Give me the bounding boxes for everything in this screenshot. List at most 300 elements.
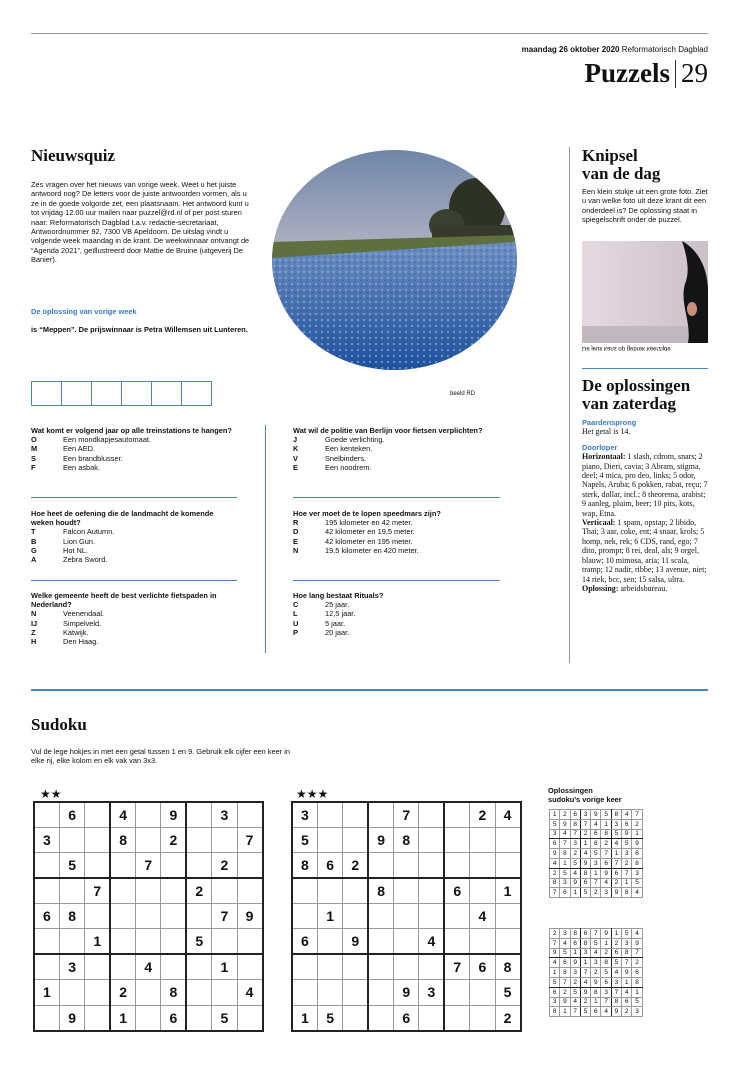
sudoku-cell[interactable]: 6	[34, 904, 59, 929]
sudoku-cell[interactable]: 6	[444, 878, 469, 903]
sudoku-cell: 1	[632, 987, 642, 997]
sudoku-cell[interactable]: 4	[110, 802, 135, 827]
sudoku-cell[interactable]	[444, 929, 469, 954]
doorloper-label: Doorloper	[582, 442, 618, 452]
sudoku-cell[interactable]	[186, 853, 211, 878]
sudoku-cell: 6	[570, 810, 580, 820]
sudoku-cell[interactable]	[237, 853, 262, 878]
sudoku-cell[interactable]	[368, 954, 393, 979]
sudoku-cell[interactable]	[59, 980, 84, 1005]
sudoku-cell[interactable]	[186, 904, 211, 929]
sudoku-cell[interactable]	[343, 827, 368, 852]
sudoku-cell[interactable]	[317, 802, 342, 827]
sudoku-cell[interactable]: 3	[292, 802, 317, 827]
sudoku-cell[interactable]: 9	[237, 904, 262, 929]
sudoku-intro: Vul de lege hokjes in met een getal tussen 1 en 9. Gebruik elk cijfer een keer in elke rij, elke kolom en elk vak van 3x3.	[31, 747, 290, 766]
sudoku-cell[interactable]: 5	[292, 827, 317, 852]
sudoku-grid-2[interactable]	[291, 801, 522, 1032]
sudoku-cell[interactable]	[444, 980, 469, 1005]
sudoku-cell: 9	[591, 810, 601, 820]
sudoku-cell: 4	[550, 958, 560, 968]
sudoku-cell[interactable]	[212, 929, 237, 954]
sudoku-cell: 3	[622, 849, 632, 859]
sudoku-cell: 7	[611, 858, 621, 868]
sudoku-cell: 9	[570, 878, 580, 888]
sudoku-cell[interactable]	[136, 904, 161, 929]
header-divider	[675, 60, 676, 88]
question-text: Welke gemeente heeft de best verlichte fietspaden in Nederland?	[31, 591, 217, 610]
sudoku-cell[interactable]	[343, 1005, 368, 1030]
sudoku-cell: 1	[601, 819, 611, 829]
sudoku-cell[interactable]	[161, 954, 186, 979]
sudoku-cell[interactable]	[419, 853, 444, 878]
sudoku-cell: 1	[580, 839, 590, 849]
sudoku-cell[interactable]	[368, 802, 393, 827]
sudoku-cell[interactable]: 1	[212, 954, 237, 979]
sudoku-cell: 2	[570, 977, 580, 987]
sudoku-cell[interactable]: 5	[212, 1005, 237, 1030]
sudoku-cell: 1	[611, 849, 621, 859]
sudoku-cell: 3	[570, 839, 580, 849]
sudoku-cell[interactable]	[444, 827, 469, 852]
sudoku-cell[interactable]: 8	[59, 904, 84, 929]
sudoku-cell[interactable]	[85, 954, 110, 979]
sudoku-cell: 1	[550, 968, 560, 978]
sudoku-cell[interactable]: 7	[136, 853, 161, 878]
sudoku-cell[interactable]: 8	[292, 853, 317, 878]
answer-option: D 42 kilometer en 19,5 meter.	[293, 527, 415, 537]
sudoku-cell[interactable]	[59, 929, 84, 954]
sudoku-cell: 3	[591, 958, 601, 968]
sudoku-cell[interactable]	[110, 853, 135, 878]
section-rule	[31, 689, 708, 691]
sudoku-cell[interactable]	[186, 802, 211, 827]
sudoku-cell[interactable]: 2	[161, 827, 186, 852]
sudoku-cell: 6	[550, 839, 560, 849]
sudoku-cell[interactable]	[394, 929, 419, 954]
sudoku-cell[interactable]	[317, 827, 342, 852]
answer-box[interactable]	[181, 381, 212, 406]
sudoku-cell[interactable]: 5	[495, 980, 520, 1005]
sudoku-cell: 7	[632, 810, 642, 820]
sudoku-grid-1[interactable]	[33, 801, 264, 1032]
sudoku-cell: 4	[570, 868, 580, 878]
sudoku-cell[interactable]	[495, 929, 520, 954]
sudoku-cell[interactable]: 7	[212, 904, 237, 929]
sudoku-cell: 1	[560, 1007, 570, 1017]
sudoku-cell[interactable]	[343, 878, 368, 903]
quiz-title: Nieuwsquiz	[31, 146, 116, 165]
sudoku-cell: 1	[591, 997, 601, 1007]
answer-option: M Een AED.	[31, 444, 96, 454]
sudoku-cell[interactable]	[237, 929, 262, 954]
sudoku-cell[interactable]	[237, 802, 262, 827]
sudoku-cell: 5	[550, 819, 560, 829]
sudoku-cell: 2	[560, 987, 570, 997]
sudoku-cell[interactable]	[34, 878, 59, 903]
sudoku-cell: 1	[570, 888, 580, 898]
answer-option: S Een brandblusser.	[31, 453, 123, 463]
sudoku-cell[interactable]: 6	[394, 1005, 419, 1030]
answer-option: Z Katwijk.	[31, 627, 89, 637]
sudoku-cell: 5	[560, 868, 570, 878]
sudoku-cell[interactable]	[343, 954, 368, 979]
sudoku-cell[interactable]: 9	[59, 1005, 84, 1030]
sudoku-cell: 2	[622, 1007, 632, 1017]
sudoku-cell: 5	[601, 810, 611, 820]
sudoku-cell[interactable]	[317, 954, 342, 979]
sudoku-cell[interactable]: 9	[394, 980, 419, 1005]
sudoku-cell[interactable]	[444, 853, 469, 878]
horizontaal: Horizontaal: 1 slash, cdrom, snars; 2 piano, Dieri, cavia; 3 Abram, stigma, deel; 4 mica, pro deo, links; 5 odor, Napels, Aruba; 6 pokken, rabat, reçu; 7 sterk, dollar, incl.; 8 theorema, arabist; 9 aanleg, pluim, beer; 10 pits, kots, wap, Etna.	[582, 452, 708, 518]
sudoku-cell[interactable]: 7	[237, 827, 262, 852]
sudoku-cell: 3	[601, 987, 611, 997]
sudoku-cell[interactable]	[368, 904, 393, 929]
sudoku-cell: 5	[611, 958, 621, 968]
sudoku-cell[interactable]: 1	[495, 878, 520, 903]
oplossing: Oplossing: arbeidsbureau.	[582, 583, 668, 593]
sudoku-cell: 9	[632, 938, 642, 948]
sudoku-cell[interactable]	[136, 802, 161, 827]
snippet-image	[582, 241, 708, 343]
sudoku-cell[interactable]: 5	[186, 929, 211, 954]
sudoku-cell: 4	[591, 819, 601, 829]
sudoku-cell[interactable]	[317, 929, 342, 954]
sudoku-cell[interactable]: 1	[317, 904, 342, 929]
sudoku-cell: 6	[550, 987, 560, 997]
sudoku-cell: 3	[560, 878, 570, 888]
sudoku-cell: 2	[591, 888, 601, 898]
sudoku-cell: 3	[560, 929, 570, 939]
sudoku-cell: 2	[550, 868, 560, 878]
answer-option: B Lion Gun.	[31, 536, 96, 546]
sudoku-cell[interactable]	[237, 878, 262, 903]
sudoku-cell: 3	[611, 977, 621, 987]
sudoku-cell[interactable]: 1	[85, 929, 110, 954]
sudoku-cell[interactable]	[85, 853, 110, 878]
sudoku-cell: 8	[632, 977, 642, 987]
sudoku-cell[interactable]: 4	[419, 929, 444, 954]
sudoku-cell: 8	[570, 929, 580, 939]
sudoku-cell[interactable]: 1	[110, 1005, 135, 1030]
sudoku-cell[interactable]: 1	[292, 1005, 317, 1030]
sudoku-cell[interactable]: 4	[495, 802, 520, 827]
sudoku-cell[interactable]	[368, 980, 393, 1005]
sudoku-cell: 7	[601, 849, 611, 859]
sudoku-cell: 4	[632, 888, 642, 898]
difficulty-stars: ★★	[40, 787, 62, 801]
sudoku-cell[interactable]	[419, 827, 444, 852]
answer-option: N 19,5 kilometer en 420 meter.	[293, 545, 419, 555]
sudoku-cell[interactable]	[136, 980, 161, 1005]
sudoku-cell: 2	[632, 819, 642, 829]
sudoku-cell: 7	[560, 839, 570, 849]
sudoku-cell[interactable]	[110, 904, 135, 929]
sudoku-cell: 5	[560, 948, 570, 958]
sudoku-cell[interactable]: 8	[495, 954, 520, 979]
answer-box[interactable]	[91, 381, 122, 406]
sudoku-cell[interactable]: 9	[368, 827, 393, 852]
answer-boxes[interactable]	[31, 381, 211, 406]
divider	[582, 368, 708, 369]
answer-option: N Veenendaal.	[31, 609, 105, 619]
sudoku-cell[interactable]: 2	[212, 853, 237, 878]
sudoku-cell: 2	[611, 878, 621, 888]
sudoku-cell: 2	[601, 948, 611, 958]
sudoku-cell[interactable]: 5	[59, 853, 84, 878]
sudoku-cell[interactable]: 2	[495, 1005, 520, 1030]
sudoku-cell: 8	[560, 968, 570, 978]
sudoku-cell: 2	[550, 929, 560, 939]
sudoku-cell[interactable]	[85, 827, 110, 852]
sudoku-cell: 7	[611, 987, 621, 997]
sudoku-cell[interactable]	[292, 878, 317, 903]
sudoku-cell: 2	[622, 858, 632, 868]
sudoku-cell[interactable]	[470, 1005, 495, 1030]
sudoku-cell: 4	[611, 968, 621, 978]
sudoku-cell[interactable]: 6	[317, 853, 342, 878]
snippet-photo	[582, 241, 708, 343]
sudoku-cell[interactable]	[419, 878, 444, 903]
answer-option: E 42 kilometer en 195 meter.	[293, 536, 413, 546]
sudoku-cell: 7	[580, 968, 590, 978]
sudoku-cell[interactable]: 3	[212, 802, 237, 827]
sudoku-cell: 3	[580, 948, 590, 958]
sudoku-cell[interactable]	[292, 980, 317, 1005]
sudoku-cell[interactable]	[470, 853, 495, 878]
sudoku-cell[interactable]: 3	[419, 980, 444, 1005]
sudoku-cell: 8	[550, 1007, 560, 1017]
quiz-question-2	[31, 509, 236, 564]
sudoku-cell[interactable]	[495, 904, 520, 929]
answer-option: O Een mondkapjesautomaat.	[31, 435, 151, 445]
sudoku-cell[interactable]	[317, 878, 342, 903]
sudoku-cell[interactable]	[59, 827, 84, 852]
sudoku-cell: 8	[560, 849, 570, 859]
sudoku-cell[interactable]	[495, 827, 520, 852]
solutions-body	[582, 418, 710, 593]
sudoku-cell: 5	[570, 858, 580, 868]
sudoku-cell[interactable]	[368, 1005, 393, 1030]
top-rule	[31, 33, 708, 34]
sudoku-cell[interactable]: 6	[161, 1005, 186, 1030]
sudoku-cell: 7	[570, 1007, 580, 1017]
sudoku-cell[interactable]	[59, 878, 84, 903]
sudoku-cell[interactable]	[394, 954, 419, 979]
sudoku-cell[interactable]	[495, 853, 520, 878]
sudoku-cell[interactable]	[136, 827, 161, 852]
sudoku-cell[interactable]: 3	[59, 954, 84, 979]
sudoku-cell: 8	[550, 878, 560, 888]
sudoku-cell[interactable]: 6	[59, 802, 84, 827]
sudoku-cell[interactable]: 7	[85, 878, 110, 903]
sudoku-cell[interactable]: 8	[161, 980, 186, 1005]
sudoku-cell[interactable]	[110, 954, 135, 979]
sudoku-cell[interactable]	[292, 954, 317, 979]
sudoku-cell[interactable]	[161, 878, 186, 903]
sudoku-cell[interactable]: 4	[237, 980, 262, 1005]
sudoku-cell: 5	[632, 878, 642, 888]
sudoku-cell: 9	[550, 849, 560, 859]
sudoku-cell: 9	[560, 819, 570, 829]
sudoku-cell[interactable]	[419, 802, 444, 827]
sudoku-cell[interactable]	[34, 802, 59, 827]
sudoku-cell: 5	[591, 849, 601, 859]
sudoku-cell[interactable]: 2	[343, 853, 368, 878]
sudoku-cell[interactable]	[237, 954, 262, 979]
sudoku-cell[interactable]: 8	[110, 827, 135, 852]
sudoku-cell: 6	[622, 819, 632, 829]
sudoku-cell[interactable]	[212, 827, 237, 852]
sudoku-cell: 8	[611, 997, 621, 1007]
sudoku-cell[interactable]	[186, 1005, 211, 1030]
sudoku-cell[interactable]	[85, 1005, 110, 1030]
divider	[293, 497, 500, 498]
sudoku-cell[interactable]	[419, 954, 444, 979]
answer-box[interactable]	[61, 381, 92, 406]
sudoku-cell: 9	[560, 997, 570, 1007]
sudoku-cell[interactable]	[161, 904, 186, 929]
answer-option: E Een noodrem.	[293, 462, 372, 472]
sudoku-cell: 4	[550, 858, 560, 868]
sudoku-cell[interactable]	[161, 853, 186, 878]
divider	[31, 497, 237, 498]
paper-name: Reformatorisch Dagblad	[621, 45, 708, 54]
sudoku-cell[interactable]	[444, 802, 469, 827]
sudoku-cell: 6	[601, 858, 611, 868]
sudoku-cell[interactable]	[136, 1005, 161, 1030]
sudoku-cell: 7	[632, 948, 642, 958]
sudoku-cell[interactable]	[419, 1005, 444, 1030]
sudoku-cell: 9	[591, 977, 601, 987]
sudoku-cell: 6	[591, 1007, 601, 1017]
sudoku-cell: 6	[580, 929, 590, 939]
sudoku-title: Sudoku	[31, 715, 87, 734]
sudoku-cell[interactable]	[237, 1005, 262, 1030]
solutions-sudoku-title: Oplossingen sudoku’s vorige keer	[548, 786, 622, 804]
sudoku-cell[interactable]: 4	[136, 954, 161, 979]
sudoku-cell[interactable]: 7	[394, 802, 419, 827]
answer-box[interactable]	[31, 381, 62, 406]
sudoku-cell[interactable]	[186, 827, 211, 852]
sudoku-cell: 8	[591, 987, 601, 997]
sudoku-cell[interactable]	[85, 980, 110, 1005]
sudoku-cell[interactable]: 8	[394, 827, 419, 852]
sudoku-cell[interactable]: 2	[470, 802, 495, 827]
sudoku-cell[interactable]: 2	[186, 878, 211, 903]
sudoku-cell: 5	[591, 938, 601, 948]
sudoku-cell[interactable]	[394, 853, 419, 878]
road-photo	[272, 150, 517, 370]
sudoku-cell[interactable]: 9	[161, 802, 186, 827]
sudoku-cell[interactable]	[110, 929, 135, 954]
sudoku-cell[interactable]	[34, 853, 59, 878]
sudoku-cell: 7	[550, 938, 560, 948]
sudoku-cell[interactable]: 6	[470, 954, 495, 979]
sudoku-cell[interactable]	[317, 980, 342, 1005]
sudoku-cell: 8	[622, 948, 632, 958]
sudoku-cell[interactable]: 6	[292, 929, 317, 954]
sudoku-cell: 7	[601, 997, 611, 1007]
page-header	[585, 58, 708, 89]
sudoku-cell: 3	[591, 858, 601, 868]
sudoku-cell[interactable]	[470, 878, 495, 903]
sudoku-cell[interactable]: 2	[110, 980, 135, 1005]
sudoku-cell: 7	[550, 888, 560, 898]
sudoku-cell: 3	[632, 868, 642, 878]
sudoku-cell: 4	[580, 977, 590, 987]
quiz-question-1	[31, 426, 236, 472]
sudoku-cell[interactable]	[343, 980, 368, 1005]
sudoku-cell[interactable]	[186, 980, 211, 1005]
sudoku-cell[interactable]	[470, 980, 495, 1005]
question-text: Wat komt er volgend jaar op alle treinstations te hangen?	[31, 426, 232, 435]
sudoku-cell[interactable]	[343, 904, 368, 929]
question-text: Hoe ver moet de te lopen speedmars zijn?	[293, 509, 441, 518]
dateline	[522, 45, 708, 54]
sudoku-cell[interactable]: 5	[317, 1005, 342, 1030]
sudoku-cell: 4	[622, 810, 632, 820]
sudoku-cell: 8	[632, 858, 642, 868]
sudoku-cell[interactable]: 8	[368, 878, 393, 903]
sudoku-cell[interactable]	[34, 1005, 59, 1030]
sudoku-cell[interactable]	[212, 878, 237, 903]
answer-option: K Een kenteken.	[293, 444, 373, 454]
sudoku-cell[interactable]	[419, 904, 444, 929]
sudoku-cell: 4	[622, 987, 632, 997]
sudoku-cell[interactable]	[34, 954, 59, 979]
sudoku-cell: 8	[601, 829, 611, 839]
sudoku-cell[interactable]	[394, 904, 419, 929]
sudoku-cell[interactable]	[110, 878, 135, 903]
sudoku-cell: 4	[580, 849, 590, 859]
sudoku-cell[interactable]	[394, 878, 419, 903]
sudoku-cell[interactable]	[85, 802, 110, 827]
sudoku-cell: 1	[560, 858, 570, 868]
answer-box[interactable]	[151, 381, 182, 406]
sudoku-cell[interactable]: 3	[34, 827, 59, 852]
sudoku-cell[interactable]: 7	[444, 954, 469, 979]
sudoku-cell: 6	[611, 948, 621, 958]
sudoku-cell[interactable]: 4	[470, 904, 495, 929]
sudoku-cell[interactable]	[186, 954, 211, 979]
answer-option: L 12,5 jaar.	[293, 609, 356, 619]
sudoku-cell[interactable]	[292, 904, 317, 929]
sudoku-cell[interactable]	[368, 853, 393, 878]
sudoku-cell[interactable]	[136, 929, 161, 954]
sudoku-cell: 9	[580, 987, 590, 997]
sudoku-cell[interactable]	[368, 929, 393, 954]
answer-option: R 195 kilometer en 42 meter.	[293, 518, 413, 528]
sudoku-cell[interactable]	[34, 929, 59, 954]
sudoku-cell[interactable]	[212, 980, 237, 1005]
sudoku-cell[interactable]	[343, 802, 368, 827]
sudoku-cell[interactable]	[136, 878, 161, 903]
sudoku-cell[interactable]	[85, 904, 110, 929]
sudoku-cell: 4	[601, 878, 611, 888]
sudoku-cell[interactable]	[470, 827, 495, 852]
sudoku-cell[interactable]	[444, 904, 469, 929]
sudoku-cell[interactable]: 1	[34, 980, 59, 1005]
answer-box[interactable]	[121, 381, 152, 406]
sudoku-cell[interactable]	[444, 1005, 469, 1030]
sudoku-cell[interactable]: 9	[343, 929, 368, 954]
sudoku-cell: 7	[591, 878, 601, 888]
sudoku-cell: 6	[580, 878, 590, 888]
answer-option: P 20 jaar.	[293, 627, 350, 637]
sudoku-cell[interactable]	[470, 929, 495, 954]
sudoku-cell[interactable]	[161, 929, 186, 954]
